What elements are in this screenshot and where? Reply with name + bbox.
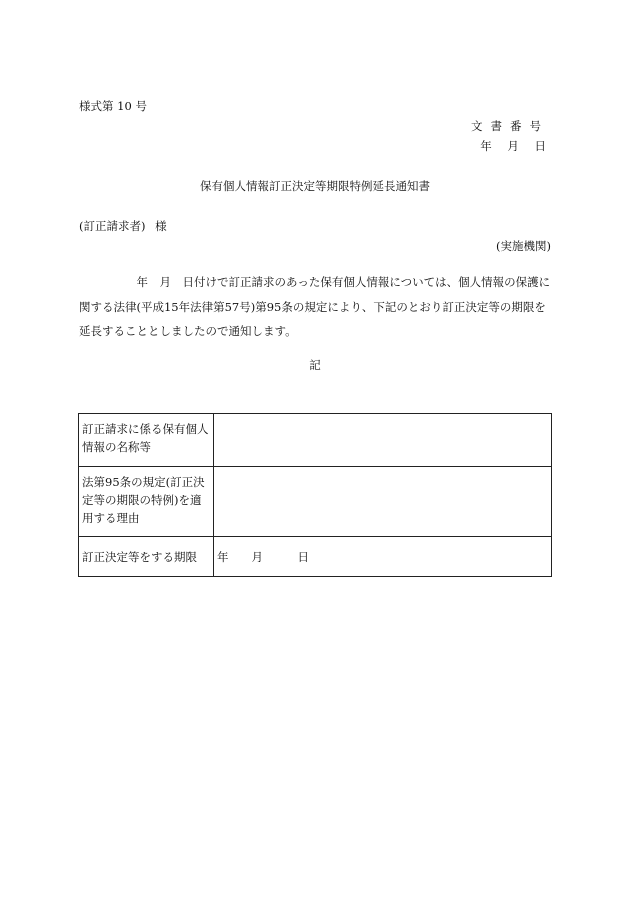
document-title: 保有個人情報訂正決定等期限特例延長通知書 <box>200 179 430 193</box>
row-label: 訂正決定等をする期限 <box>79 537 214 577</box>
notice-body-line: 年 月 日付けで訂正請求のあった保有個人情報については、個人情報の保護に <box>79 275 551 289</box>
document-number-label: 文書番号 <box>471 119 549 133</box>
table-row <box>79 537 552 577</box>
deadline-value: 年 月 日 <box>214 537 552 577</box>
document-date-label: 年 月 日 <box>480 139 549 153</box>
sender-organization: (実施機関) <box>496 239 551 253</box>
table-row <box>79 467 552 537</box>
notice-body <box>79 270 551 344</box>
row-label: 訂正請求に係る保有個人情報の名称等 <box>79 414 214 467</box>
addressee: (訂正請求者) 様 <box>79 219 167 233</box>
form-number: 様式第 10 号 <box>79 99 147 113</box>
details-table <box>78 413 552 577</box>
table-row <box>79 414 552 467</box>
row-value <box>214 467 552 537</box>
row-value <box>214 414 552 467</box>
ki-heading: 記 <box>309 358 321 372</box>
notice-body-line: 関する法律(平成15年法律第57号)第95条の規定により、下記のとおり訂正決定等の期限を <box>79 299 546 314</box>
notice-body-line: 延長することとしましたので通知します。 <box>79 324 297 338</box>
row-label: 法第95条の規定(訂正決定等の期限の特例)を適用する理由 <box>79 467 214 537</box>
